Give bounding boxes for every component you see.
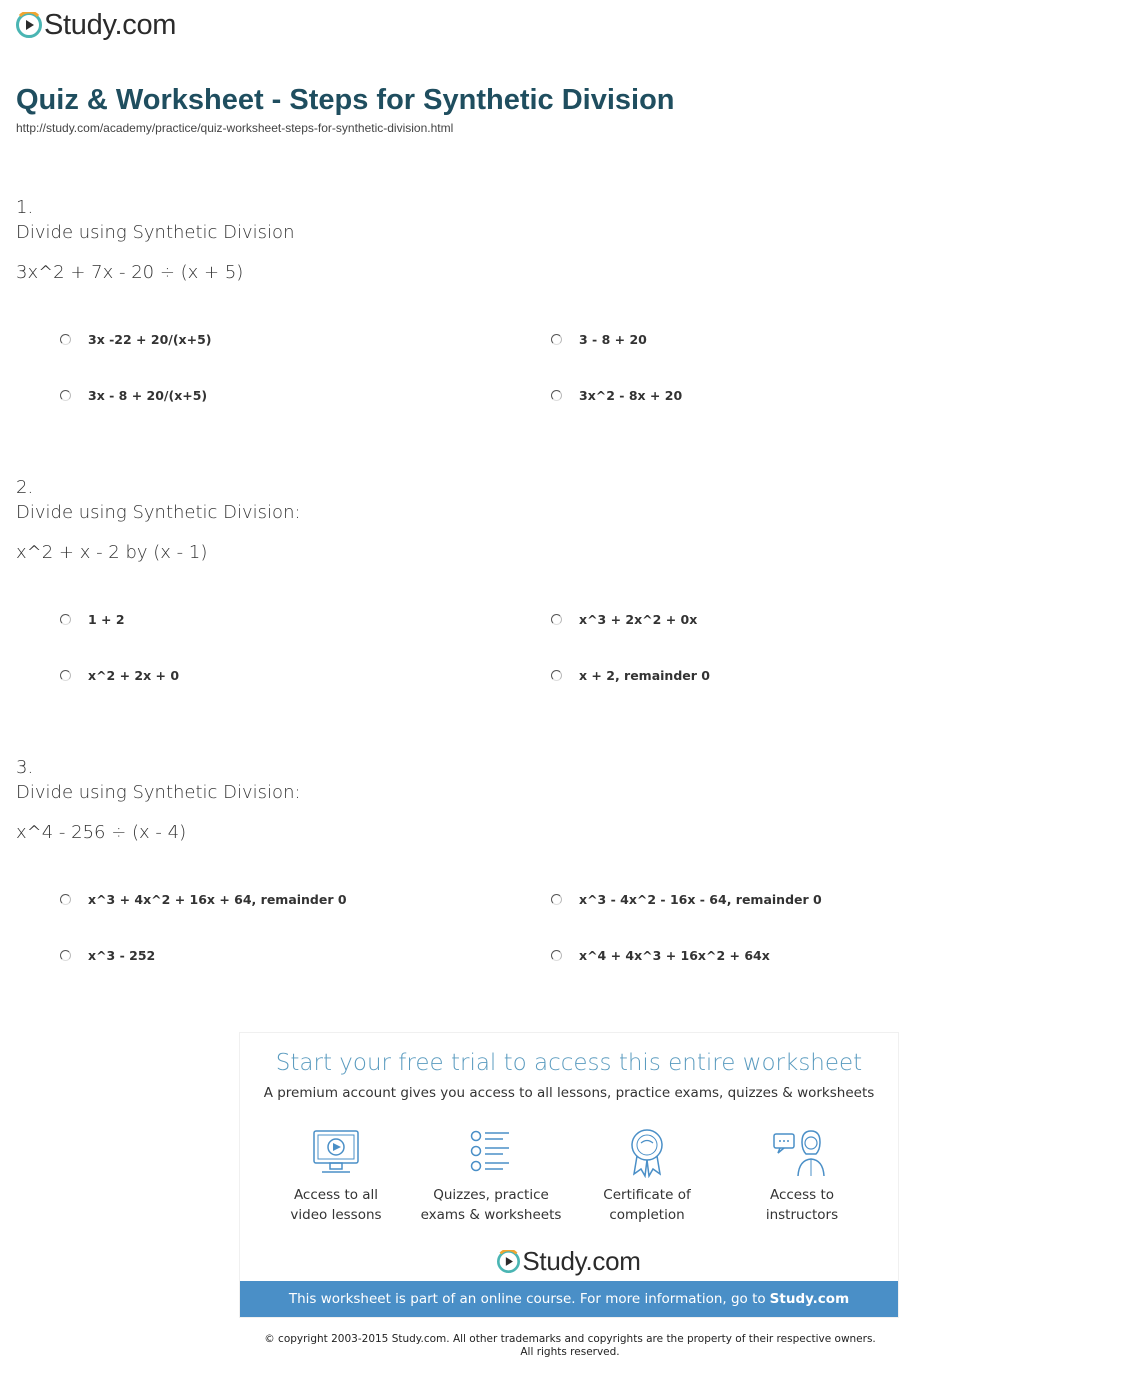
answer-option-text: 3x -22 + 20/(x+5) xyxy=(88,332,212,347)
copyright-line: All rights reserved. xyxy=(520,1346,620,1358)
radio-button[interactable] xyxy=(60,334,71,345)
answer-option-text: 1 + 2 xyxy=(88,612,125,627)
promo-study-logo[interactable] xyxy=(240,1246,898,1277)
logo-text: Study.com xyxy=(44,8,177,41)
question-number: 3. xyxy=(16,757,34,778)
copyright-notice xyxy=(0,1333,1140,1359)
promo-info-bar xyxy=(240,1281,898,1317)
certificate-icon xyxy=(621,1128,673,1178)
study-logo-icon xyxy=(16,12,42,38)
answer-option[interactable] xyxy=(60,332,212,347)
page-url[interactable]: http://study.com/academy/practice/quiz-worksheet-steps-for-synthetic-division.html xyxy=(16,121,454,135)
promo-bar-link[interactable]: Study.com xyxy=(769,1291,850,1307)
video-lesson-icon xyxy=(310,1128,362,1178)
radio-button[interactable] xyxy=(551,334,562,345)
study-logo-icon xyxy=(497,1250,520,1273)
radio-button[interactable] xyxy=(60,894,71,905)
answer-option-text: x^4 + 4x^3 + 16x^2 + 64x xyxy=(579,948,770,963)
radio-button[interactable] xyxy=(60,950,71,961)
radio-button[interactable] xyxy=(551,390,562,401)
answer-option-text: x^3 - 252 xyxy=(88,948,156,963)
instructor-icon xyxy=(772,1128,832,1178)
answer-option[interactable] xyxy=(60,892,347,907)
answer-option[interactable] xyxy=(551,612,697,627)
answer-option[interactable] xyxy=(60,668,179,683)
answer-option-text: x^2 + 2x + 0 xyxy=(88,668,180,683)
question-prompt: Divide using Synthetic Division: xyxy=(16,502,301,523)
feature-label: Quizzes, practice exams & worksheets xyxy=(420,1187,562,1223)
question-expression: x^2 + x - 2 by (x - 1) xyxy=(16,542,208,563)
answer-option[interactable] xyxy=(551,668,710,683)
answer-option[interactable] xyxy=(60,388,207,403)
question-number: 2. xyxy=(16,477,34,498)
answer-option-text: 3 - 8 + 20 xyxy=(579,332,647,347)
promo-bar-text: This worksheet is part of an online course. For more information, go to xyxy=(288,1291,766,1307)
answer-option[interactable] xyxy=(60,948,155,963)
promo-subtext: A premium account gives you access to all lessons, practice exams, quizzes & worksheets xyxy=(263,1085,875,1101)
quiz-list-icon xyxy=(465,1128,517,1178)
logo-text: Study.com xyxy=(522,1246,641,1276)
question-expression: x^4 - 256 ÷ (x - 4) xyxy=(16,822,187,843)
answer-option[interactable] xyxy=(60,612,125,627)
promo-headline[interactable]: Start your free trial to access this entire worksheet xyxy=(275,1050,863,1076)
feature-certificate xyxy=(572,1128,722,1225)
question-expression: 3x^2 + 7x - 20 ÷ (x + 5) xyxy=(16,262,244,283)
feature-instructors xyxy=(727,1128,877,1225)
feature-label: Access to instructors xyxy=(765,1187,839,1223)
answer-option-text: 3x - 8 + 20/(x+5) xyxy=(88,388,208,403)
answer-option[interactable] xyxy=(551,948,770,963)
copyright-line: © copyright 2003-2015 Study.com. All other trademarks and copyrights are the property of their respective owners. xyxy=(264,1333,876,1345)
answer-option-text: 3x^2 - 8x + 20 xyxy=(579,388,683,403)
question-number: 1. xyxy=(16,197,34,218)
answer-option-text: x + 2, remainder 0 xyxy=(579,668,710,683)
feature-label: Certificate of completion xyxy=(603,1187,691,1223)
answer-option[interactable] xyxy=(551,892,822,907)
radio-button[interactable] xyxy=(60,670,71,681)
radio-button[interactable] xyxy=(60,390,71,401)
feature-label: Access to all video lessons xyxy=(290,1187,382,1223)
radio-button[interactable] xyxy=(551,614,562,625)
radio-button[interactable] xyxy=(551,670,562,681)
feature-quizzes xyxy=(416,1128,566,1225)
question-prompt: Divide using Synthetic Division xyxy=(16,222,295,243)
question-prompt: Divide using Synthetic Division: xyxy=(16,782,301,803)
premium-promo-box xyxy=(239,1032,899,1318)
answer-option-text: x^3 + 4x^2 + 16x + 64, remainder 0 xyxy=(88,892,347,907)
answer-option[interactable] xyxy=(551,388,682,403)
radio-button[interactable] xyxy=(60,614,71,625)
page-title: Quiz & Worksheet - Steps for Synthetic Division xyxy=(16,84,675,116)
answer-option[interactable] xyxy=(551,332,647,347)
study-logo[interactable] xyxy=(16,9,176,41)
radio-button[interactable] xyxy=(551,950,562,961)
answer-option-text: x^3 - 4x^2 - 16x - 64, remainder 0 xyxy=(579,892,822,907)
answer-option-text: x^3 + 2x^2 + 0x xyxy=(579,612,698,627)
radio-button[interactable] xyxy=(551,894,562,905)
feature-video-lessons xyxy=(261,1128,411,1225)
